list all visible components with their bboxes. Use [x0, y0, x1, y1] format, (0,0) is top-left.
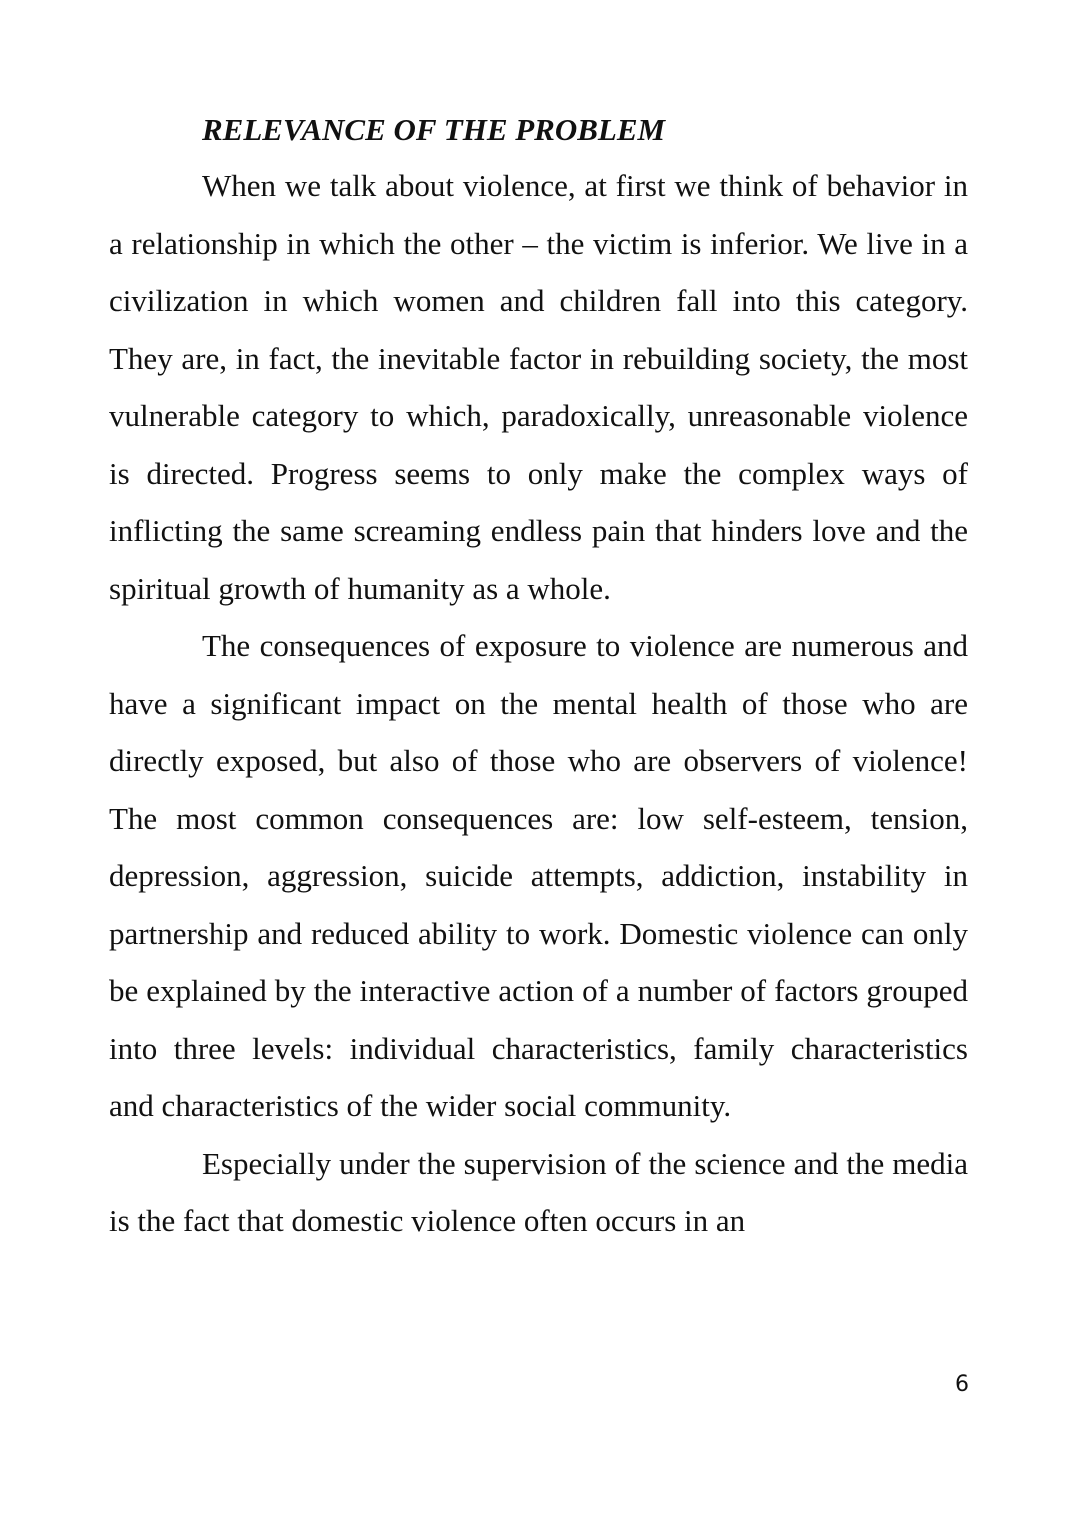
page-number: 6: [955, 1372, 969, 1397]
paragraph-3: Especially under the supervision of the science and the media is the fact that domestic violence often occurs in an: [109, 1145, 968, 1238]
body-text: [109, 157, 968, 1250]
paragraph-2: The consequences of exposure to violence are numerous and have a significant impact on the mental health of those who are directly exposed, but also of those who are observers of violence! The most common consequences are: low self-esteem, tension, depression, aggression, suicide attempts, addiction, instability in partnership and reduced ability to work. Domestic violence can only be explained by the interactive action of a number of factors grouped into three levels: individual characteristics, family characteristics and characteristics of the wider social community.: [109, 628, 968, 1123]
paragraph-1: When we talk about violence, at first we think of behavior in a relationship in which the other – the victim is inferior. We live in a civilization in which women and children fall into this category. They are, in fact, the inevitable factor in rebuilding society, the most vulnerable category to which, paradoxically, unreasonable violence is directed. Progress seems to only make the complex ways of inflicting the same screaming endless pain that hinders love and the spiritual growth of humanity as a whole.: [109, 168, 968, 606]
section-heading: RELEVANCE OF THE PROBLEM: [202, 112, 666, 147]
